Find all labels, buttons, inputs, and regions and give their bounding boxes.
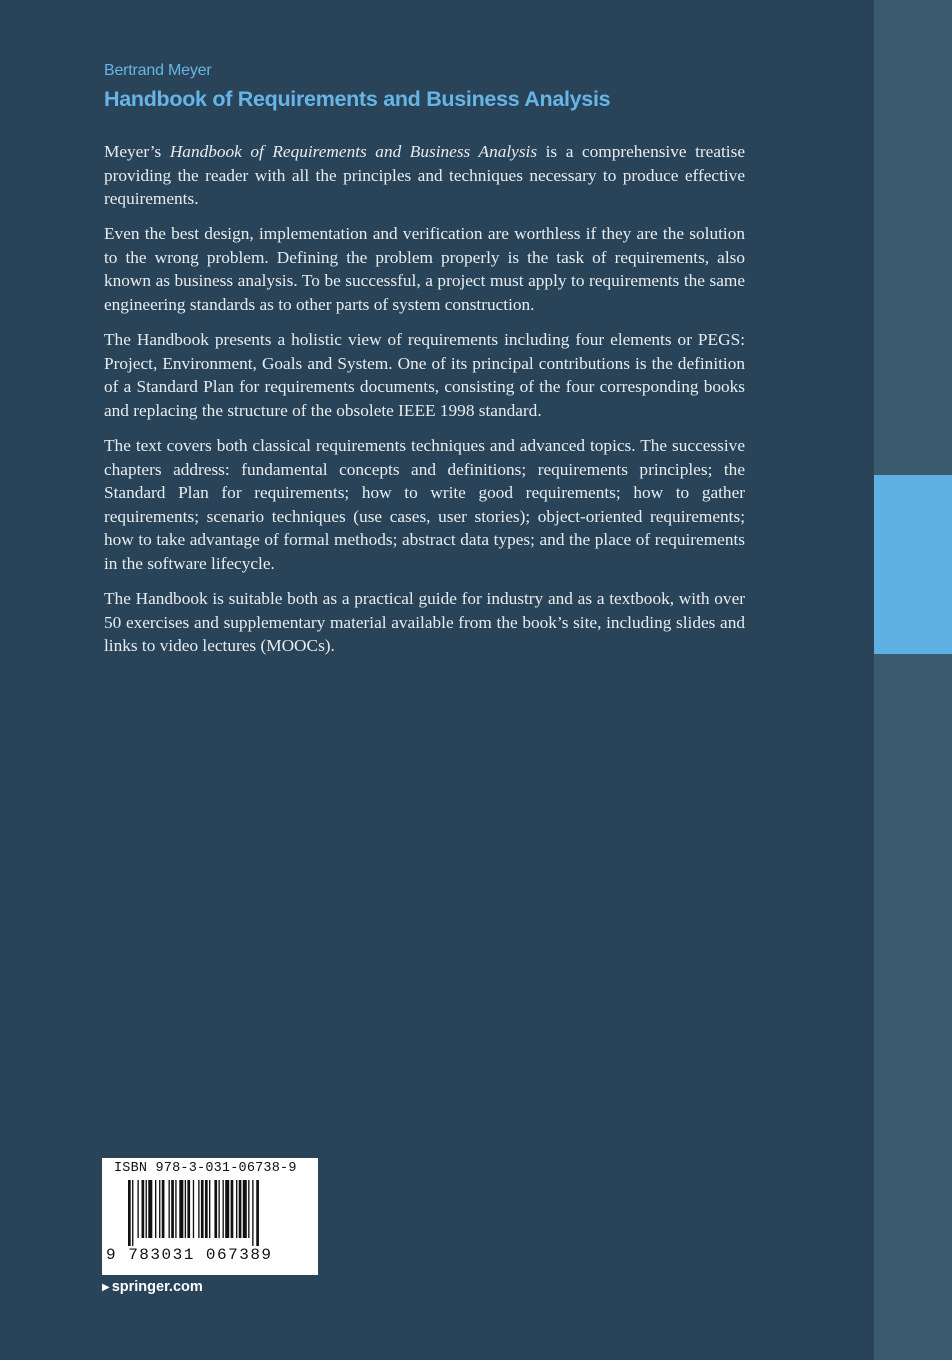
barcode-bar (132, 1180, 133, 1246)
blurb-paragraph-4: The text covers both classical requirements techniques and advanced topics. The successive chapters address: fundamental concepts and definitions; requirements principles; the Standard Plan for requirements; how to write good requirements; how to gather requirements; scenario techniques (use cases, user stories); object-oriented requirements; how to take advantage of formal methods; abstract data types; and the place of requirements in the software lifecycle. (104, 436, 745, 573)
barcode-bar (185, 1180, 186, 1238)
barcode-bar (162, 1180, 165, 1238)
barcode-bar (146, 1180, 147, 1238)
barcode-bar (248, 1180, 249, 1238)
blurb-paragraph-5: The Handbook is suitable both as a practical guide for industry and as a textbook, with over 50 exercises and supplementary material available from the book’s site, including slides and links to video lectures (MOOCs). (104, 589, 745, 656)
barcode-bar (137, 1180, 138, 1238)
blurb-p1-title: Handbook of Requirements and Business Analysis (169, 142, 538, 161)
book-title: Handbook of Requirements and Business Analysis (104, 87, 611, 111)
barcode-bar (179, 1180, 183, 1238)
triangle-right-icon: ▶ (102, 1282, 110, 1293)
barcode-bar (209, 1180, 210, 1238)
spine-strip (874, 0, 952, 1360)
barcode-bar (225, 1180, 229, 1238)
barcode-bar (187, 1180, 190, 1238)
barcode-bar (128, 1180, 131, 1246)
blurb-paragraph-3: The Handbook presents a holistic view of requirements including four elements or PEGS: Project, Environment, Goals and System. One of its principal contributions is the definition of a Standard Plan for requirements documents, consisting of the four corresponding books and replacing the structure of the obsolete IEEE 1998 standard. (104, 330, 745, 420)
barcode-bar (218, 1180, 219, 1238)
barcode-bar (239, 1180, 242, 1238)
publisher-url: springer.com (111, 1279, 203, 1295)
barcode-digits: 9 783031 067389 (106, 1246, 273, 1264)
barcode-bar (198, 1180, 199, 1238)
isbn-label: ISBN 978-3-031-06738-9 (114, 1161, 297, 1176)
barcode-bar (171, 1180, 174, 1238)
isbn-barcode-box (102, 1158, 318, 1275)
barcode-bar (201, 1180, 204, 1238)
barcode-bar (175, 1180, 176, 1238)
barcode-bar (148, 1180, 152, 1238)
barcode-bar (243, 1180, 247, 1238)
barcode-bar (159, 1180, 160, 1238)
barcode-bars (108, 1180, 312, 1246)
barcode-bar (142, 1180, 145, 1238)
barcode-bar (169, 1180, 170, 1238)
barcode-bar (223, 1180, 224, 1238)
barcode-bar (231, 1180, 234, 1238)
accent-bar (874, 475, 952, 654)
barcode-bar (214, 1180, 217, 1238)
barcode-bar (193, 1180, 194, 1238)
barcode-bar (236, 1180, 237, 1238)
author-name: Bertrand Meyer (104, 62, 212, 79)
blurb-paragraph-1 (104, 140, 745, 211)
barcode-bar (252, 1180, 253, 1246)
blurb-text (104, 140, 745, 669)
blurb-paragraph-2: Even the best design, implementation and verification are worthless if they are the solution to the wrong problem. Defining the problem properly is the task of requirements, also known as business analysis. To be successful, a project must apply to requirements the same engineering standards as to other parts of system construction. (104, 224, 745, 315)
barcode-bar (205, 1180, 208, 1238)
blurb-p1-lead: Meyer’s (104, 142, 170, 161)
blurb-p1-rest: is a comprehensive treatise providing the reader with all the principles and techniques necessary to produce effective requirements. (104, 142, 745, 209)
barcode-bar (256, 1180, 259, 1246)
barcode-bar (155, 1180, 156, 1238)
publisher-link[interactable] (102, 1279, 203, 1295)
